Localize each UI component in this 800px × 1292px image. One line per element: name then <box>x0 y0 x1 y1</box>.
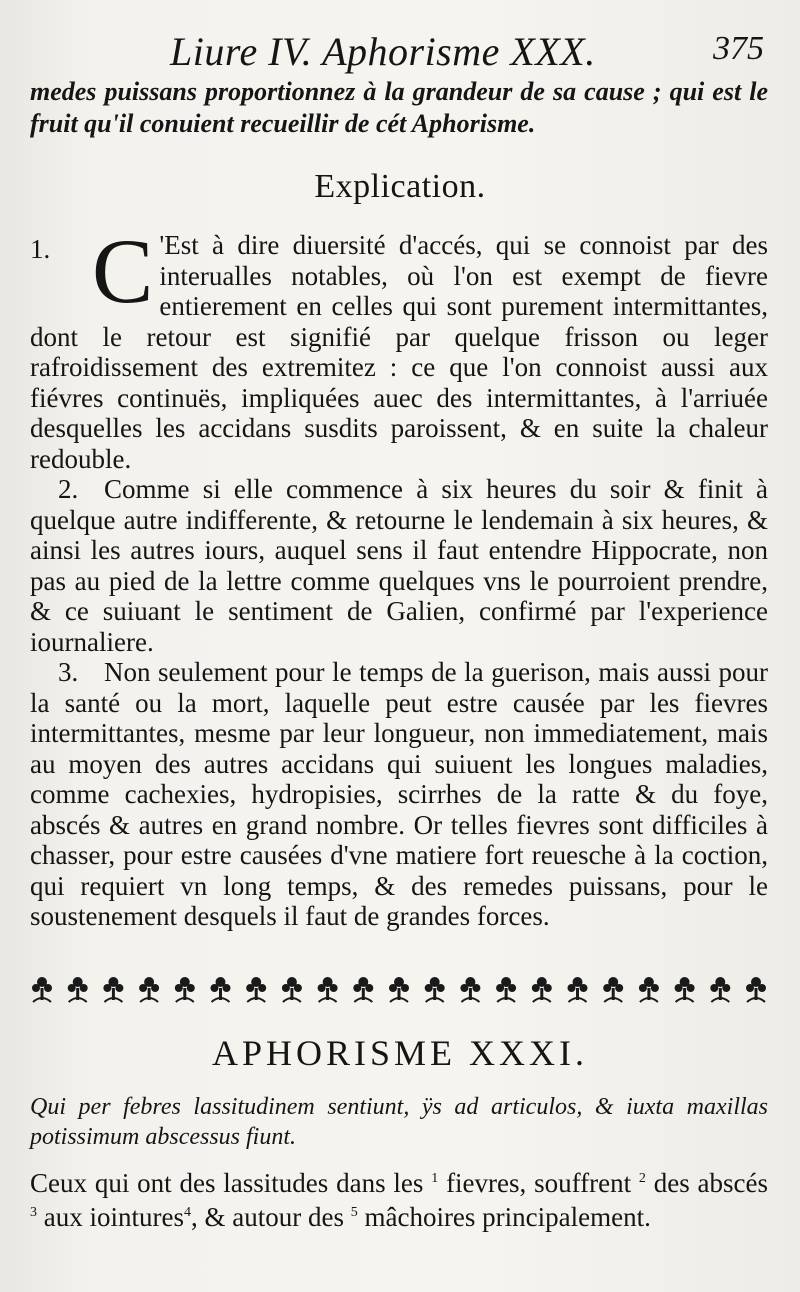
page-number: 375 <box>713 30 764 67</box>
page-header <box>0 28 800 78</box>
ornament-fleuron <box>246 977 266 1002</box>
ornament-fleuron <box>32 977 52 1002</box>
ornament-fleuron <box>68 977 88 1002</box>
french-text: Ceux qui ont des lassitudes dans les <box>30 1168 424 1198</box>
latin-text: Qui per febres lassitudinem sentiunt, ÿs ad articulos, & iuxta maxillas potissimum abscessus fiunt. <box>30 1094 768 1150</box>
ornament-fleuron <box>353 977 373 1002</box>
french-text: fievres, souffrent <box>446 1168 632 1198</box>
ornament-fleuron <box>496 977 516 1002</box>
note-marker: 1 <box>431 1171 439 1186</box>
ornament-fleuron <box>211 977 231 1002</box>
ornament-fleuron <box>389 977 409 1002</box>
paragraph-number: 3. <box>58 657 79 687</box>
ornament-fleuron <box>532 977 552 1002</box>
ornament-fleuron <box>603 977 623 1002</box>
ornament-band <box>28 968 772 1018</box>
ornament-fleuron <box>460 977 480 1002</box>
ornament-fleuron <box>639 977 659 1002</box>
explication-body <box>30 220 768 932</box>
paragraph-text: Comme si elle commence à six heures du soir & finit à quelque autre indifferente, & retourne le lendemain à six heures, & ainsi les autres iours, auquel sens il faut entendre Hippocrate, non pas au pied de la lettre comme quelques vns le pourroient prendre, & ce suiuant le sentiment de Galien, confirmé par l'experience iournaliere. <box>30 474 768 657</box>
french-text: , & autour des <box>190 1202 344 1232</box>
ornament-fleuron <box>675 977 695 1002</box>
running-title: Liure IV. Aphorisme XXX. <box>170 29 596 74</box>
french-text: des abscés <box>653 1168 769 1198</box>
paragraph-text: 'Est à dire diuersité d'accés, qui se connoist par des interualles notables, où l'on est exempt de fievre entierement en celles qui sont purement intermittantes, dont le retour est signifié par quelque frisson ou leger rafroidissement des extremitez : ce que l'on connoist aussi aux fiévres continuës, impliquées auec des intermittantes, à l'arriuée desquelles les accidans susdits paroissent, & en suite la chaleur redouble. <box>30 230 768 474</box>
ornament-fleuron <box>425 977 445 1002</box>
paragraph-number: 1. <box>30 234 51 264</box>
paragraph-number: 2. <box>58 474 79 504</box>
ornament-fleuron <box>710 977 730 1002</box>
ornament-fleuron <box>318 977 338 1002</box>
note-marker: 5 <box>350 1205 358 1220</box>
french-text: aux iointures <box>43 1202 184 1232</box>
paragraph-1 <box>30 220 768 474</box>
note-marker: 4 <box>183 1205 191 1220</box>
note-marker: 3 <box>30 1205 37 1220</box>
ornament-fleuron <box>568 977 588 1002</box>
ornament-fleuron <box>282 977 302 1002</box>
ornament-fleuron <box>746 977 766 1002</box>
drop-cap: C <box>92 220 154 322</box>
ornament-fleuron <box>139 977 159 1002</box>
aphorism-title: APHORISME XXXI. <box>211 1033 589 1073</box>
explication-title: Explication. <box>314 168 486 205</box>
paragraph-3 <box>30 657 768 932</box>
paragraph-text: Non seulement pour le temps de la guerison, mais aussi pour la santé ou la mort, laquelle peut estre causée par les fievres intermittantes, mesme par leur longueur, non immediatement, mais au moyen des autres accidans qui suiuent les longues maladies, comme cachexies, hydropisies, scirrhes de la ratte & du foye, abscés & autres en grand nombre. Or telles fievres sont difficiles à chasser, pour estre causées d'vne matiere fort reuesche à la coction, qui requiert vn long temps, & des remedes puissans, pour le soustenement desquels il faut de grandes forces. <box>30 657 768 931</box>
ornament-fleuron <box>103 977 123 1002</box>
intro-text: medes puissans proportionnez à la grandeur de sa cause ; qui est le fruit qu'il conuient recueillir de cét Aphorisme. <box>30 77 768 138</box>
paragraph-2 <box>30 474 768 657</box>
french-text: mâchoires principalement. <box>364 1202 651 1232</box>
ornament-fleuron <box>175 977 195 1002</box>
french-translation <box>30 1164 768 1232</box>
note-marker: 2 <box>638 1171 646 1186</box>
